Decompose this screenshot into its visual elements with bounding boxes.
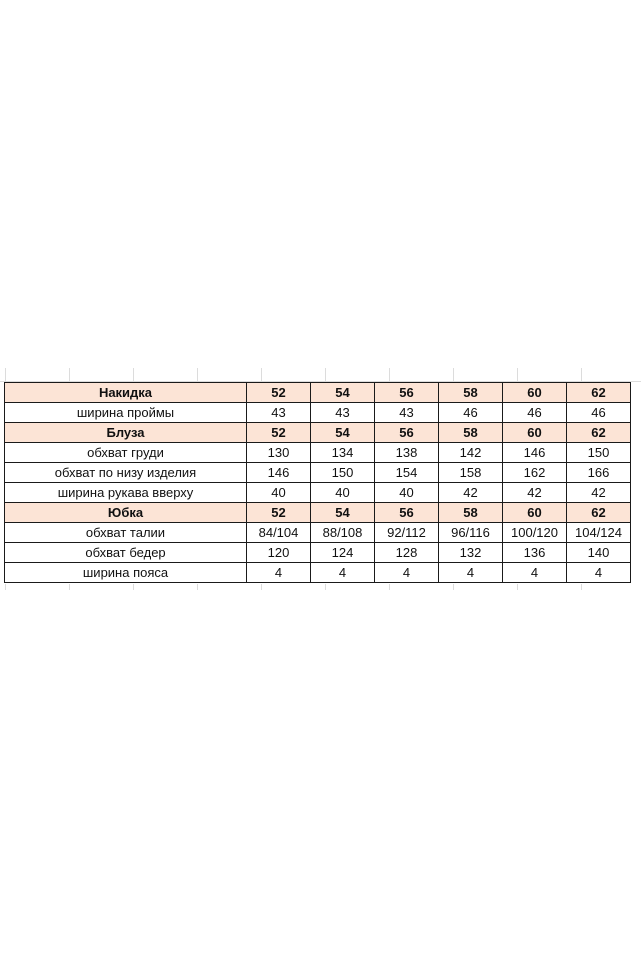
value-cell[interactable]: 128 [375, 543, 439, 563]
size-chart-table [4, 382, 631, 583]
measurement-label-cell[interactable]: ширина рукава вверху [5, 483, 247, 503]
table-row [5, 443, 631, 463]
value-cell[interactable]: 92/112 [375, 523, 439, 543]
table-row [5, 523, 631, 543]
section-header-row-bluza [5, 423, 631, 443]
value-cell[interactable]: 120 [247, 543, 311, 563]
value-cell[interactable]: 142 [439, 443, 503, 463]
table-row [5, 543, 631, 563]
section-title-cell[interactable]: Блуза [5, 423, 247, 443]
gridlines-top [0, 368, 641, 382]
value-cell[interactable]: 40 [375, 483, 439, 503]
size-cell[interactable]: 52 [247, 503, 311, 523]
size-cell[interactable]: 54 [311, 383, 375, 403]
value-cell[interactable]: 96/116 [439, 523, 503, 543]
value-cell[interactable]: 46 [503, 403, 567, 423]
size-cell[interactable]: 58 [439, 423, 503, 443]
value-cell[interactable]: 138 [375, 443, 439, 463]
size-cell[interactable]: 62 [567, 423, 631, 443]
value-cell[interactable]: 146 [247, 463, 311, 483]
section-title-cell[interactable]: Накидка [5, 383, 247, 403]
value-cell[interactable]: 130 [247, 443, 311, 463]
size-cell[interactable]: 60 [503, 503, 567, 523]
section-header-row-yubka [5, 503, 631, 523]
measurement-label-cell[interactable]: ширина пояса [5, 563, 247, 583]
value-cell[interactable]: 132 [439, 543, 503, 563]
size-cell[interactable]: 58 [439, 503, 503, 523]
value-cell[interactable]: 46 [567, 403, 631, 423]
value-cell[interactable]: 40 [311, 483, 375, 503]
value-cell[interactable]: 42 [567, 483, 631, 503]
value-cell[interactable]: 42 [503, 483, 567, 503]
table-row [5, 483, 631, 503]
value-cell[interactable]: 150 [567, 443, 631, 463]
value-cell[interactable]: 4 [503, 563, 567, 583]
measurement-label-cell[interactable]: обхват груди [5, 443, 247, 463]
section-header-row-nakidka [5, 383, 631, 403]
table-row [5, 563, 631, 583]
value-cell[interactable]: 4 [375, 563, 439, 583]
value-cell[interactable]: 40 [247, 483, 311, 503]
size-cell[interactable]: 56 [375, 423, 439, 443]
value-cell[interactable]: 140 [567, 543, 631, 563]
value-cell[interactable]: 43 [375, 403, 439, 423]
value-cell[interactable]: 162 [503, 463, 567, 483]
value-cell[interactable]: 4 [311, 563, 375, 583]
measurement-label-cell[interactable]: обхват талии [5, 523, 247, 543]
size-cell[interactable]: 52 [247, 383, 311, 403]
size-cell[interactable]: 60 [503, 423, 567, 443]
value-cell[interactable]: 42 [439, 483, 503, 503]
value-cell[interactable]: 43 [247, 403, 311, 423]
size-cell[interactable]: 52 [247, 423, 311, 443]
value-cell[interactable]: 136 [503, 543, 567, 563]
value-cell[interactable]: 46 [439, 403, 503, 423]
value-cell[interactable]: 88/108 [311, 523, 375, 543]
size-chart-body [5, 383, 631, 583]
value-cell[interactable]: 4 [247, 563, 311, 583]
table-row [5, 403, 631, 423]
value-cell[interactable]: 43 [311, 403, 375, 423]
table-row [5, 463, 631, 483]
size-cell[interactable]: 60 [503, 383, 567, 403]
measurement-label-cell[interactable]: ширина проймы [5, 403, 247, 423]
size-cell[interactable]: 54 [311, 503, 375, 523]
section-title-cell[interactable]: Юбка [5, 503, 247, 523]
measurement-label-cell[interactable]: обхват бедер [5, 543, 247, 563]
value-cell[interactable]: 4 [567, 563, 631, 583]
value-cell[interactable]: 150 [311, 463, 375, 483]
spreadsheet-area [0, 368, 641, 590]
value-cell[interactable]: 104/124 [567, 523, 631, 543]
size-cell[interactable]: 56 [375, 503, 439, 523]
value-cell[interactable]: 134 [311, 443, 375, 463]
value-cell[interactable]: 4 [439, 563, 503, 583]
gridlines-bottom [0, 584, 641, 590]
size-cell[interactable]: 62 [567, 383, 631, 403]
value-cell[interactable]: 166 [567, 463, 631, 483]
size-cell[interactable]: 54 [311, 423, 375, 443]
size-cell[interactable]: 56 [375, 383, 439, 403]
measurement-label-cell[interactable]: обхват по низу изделия [5, 463, 247, 483]
value-cell[interactable]: 100/120 [503, 523, 567, 543]
size-cell[interactable]: 62 [567, 503, 631, 523]
value-cell[interactable]: 124 [311, 543, 375, 563]
size-cell[interactable]: 58 [439, 383, 503, 403]
value-cell[interactable]: 146 [503, 443, 567, 463]
value-cell[interactable]: 154 [375, 463, 439, 483]
value-cell[interactable]: 84/104 [247, 523, 311, 543]
value-cell[interactable]: 158 [439, 463, 503, 483]
